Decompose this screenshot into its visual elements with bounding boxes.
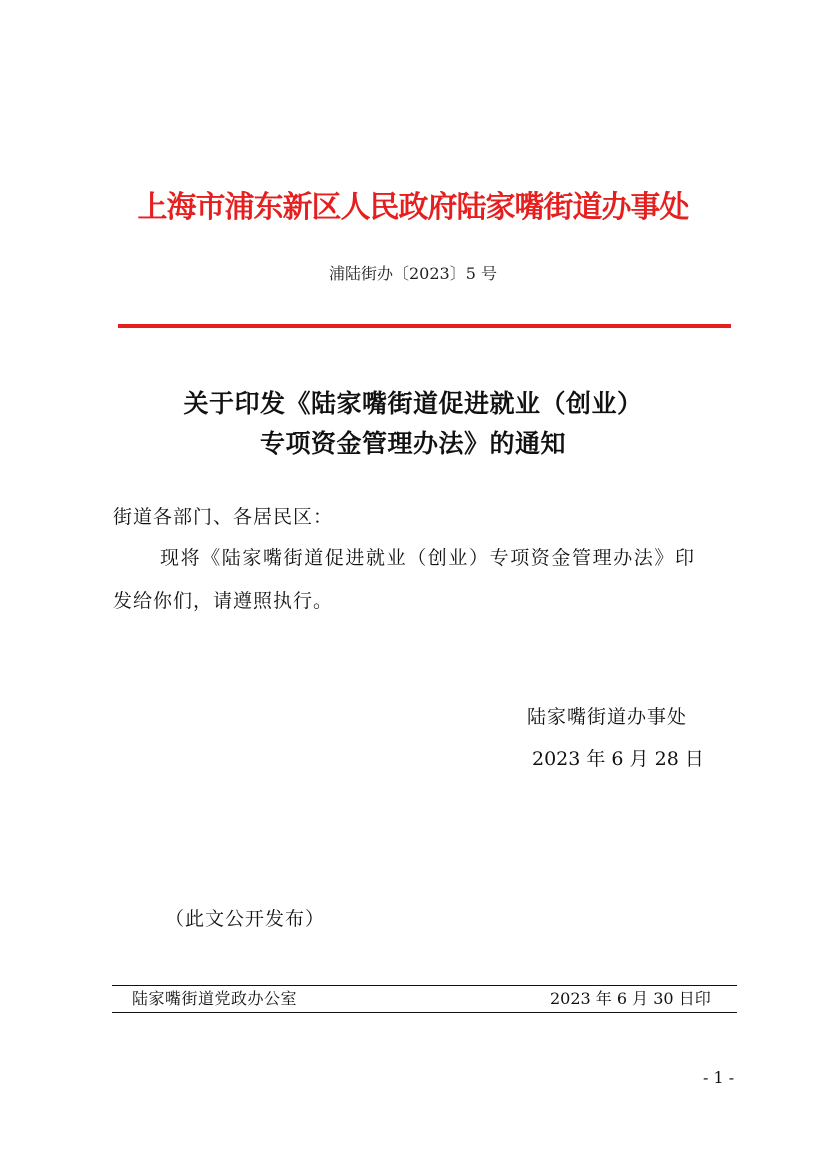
red-separator-line <box>118 324 731 328</box>
document-number: 浦陆街办〔2023〕5 号 <box>329 264 497 283</box>
document-title-line-1: 关于印发《陆家嘴街道促进就业（创业） <box>183 389 643 418</box>
disclosure-note: （此文公开发布） <box>165 908 326 930</box>
body-paragraph-line-2: 发给你们，请遵照执行。 <box>113 590 334 612</box>
signature-date: 2023 年 6 月 28 日 <box>532 748 704 770</box>
footer-issuing-office: 陆家嘴街道党政办公室 <box>132 989 298 1008</box>
body-paragraph-line-1: 现将《陆家嘴街道促进就业（创业）专项资金管理办法》印 <box>160 547 696 569</box>
footer-bottom-rule <box>112 1012 737 1013</box>
signature-organization: 陆家嘴街道办事处 <box>527 706 688 728</box>
footer-top-rule <box>112 985 737 986</box>
page-number: - 1 - <box>703 1068 735 1087</box>
document-title-line-2: 专项资金管理办法》的通知 <box>259 429 566 458</box>
salutation: 街道各部门、各居民区： <box>113 506 334 528</box>
footer-print-date: 2023 年 6 月 30 日印 <box>550 989 711 1008</box>
issuer-header: 上海市浦东新区人民政府陆家嘴街道办事处 <box>137 190 689 225</box>
